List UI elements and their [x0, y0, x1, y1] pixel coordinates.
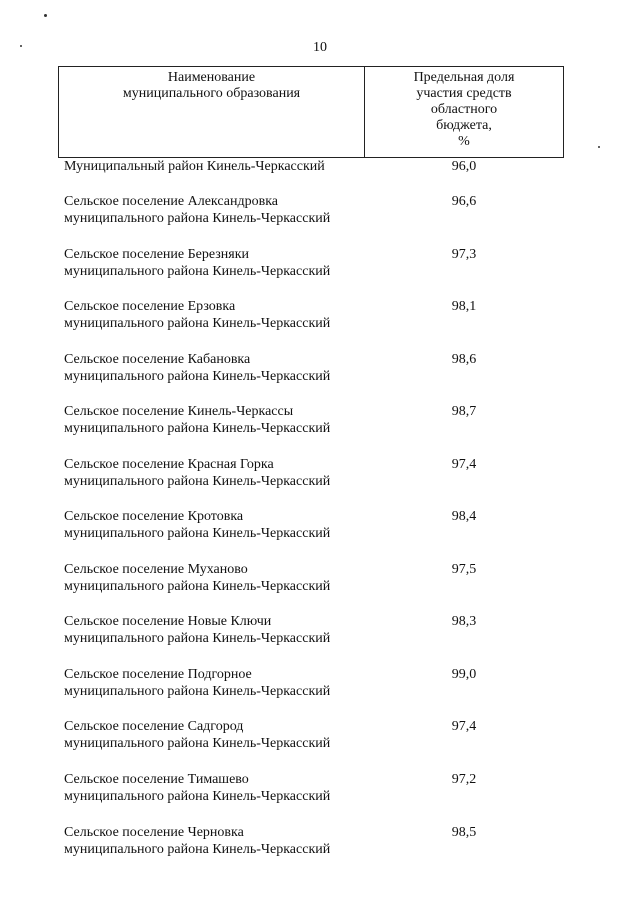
budget-share-value: 99,0	[451, 667, 477, 682]
page-number: 10	[313, 40, 327, 55]
budget-share-value: 97,3	[451, 247, 477, 262]
budget-share-value: 97,4	[451, 457, 477, 472]
scan-speck	[44, 14, 47, 17]
municipality-name: Муниципальный район Кинель-Черкасский	[64, 159, 325, 174]
budget-share-value: 98,6	[451, 352, 477, 367]
municipality-name: Сельское поселение Кинель-Черкассы муниципального района Кинель-Черкасский	[64, 404, 331, 436]
header-column-share	[365, 67, 563, 157]
header-share-line: участия средств	[416, 86, 512, 101]
municipality-name: Сельское поселение Березняки муниципального района Кинель-Черкасский	[64, 247, 331, 279]
header-share-line: Предельная доля	[413, 70, 515, 85]
budget-share-value: 98,3	[451, 614, 477, 629]
scan-speck	[598, 146, 600, 148]
table-header	[58, 66, 564, 158]
municipality-name: Сельское поселение Садгород муниципального района Кинель-Черкасский	[64, 719, 331, 751]
header-column-name	[59, 67, 365, 157]
municipality-name: Сельское поселение Муханово муниципального района Кинель-Черкасский	[64, 562, 331, 594]
budget-share-value: 98,7	[451, 404, 477, 419]
budget-share-value: 97,5	[451, 562, 477, 577]
municipality-name: Сельское поселение Тимашево муниципального района Кинель-Черкасский	[64, 772, 331, 804]
header-share-line: бюджета,	[436, 118, 492, 133]
budget-share-value: 98,4	[451, 509, 477, 524]
municipality-name: Сельское поселение Александровка муниципального района Кинель-Черкасский	[64, 194, 331, 226]
budget-share-value: 97,2	[451, 772, 477, 787]
header-share-line: областного	[430, 102, 498, 117]
municipality-name: Сельское поселение Подгорное муниципального района Кинель-Черкасский	[64, 667, 331, 699]
header-name-line: Наименование	[167, 70, 256, 85]
municipality-name: Сельское поселение Кабановка муниципального района Кинель-Черкасский	[64, 352, 331, 384]
budget-share-value: 96,0	[451, 159, 477, 174]
budget-share-value: 98,1	[451, 299, 477, 314]
budget-share-value: 96,6	[451, 194, 477, 209]
header-share-line: %	[458, 134, 470, 149]
budget-share-value: 97,4	[451, 719, 477, 734]
municipality-name: Сельское поселение Ерзовка муниципального района Кинель-Черкасский	[64, 299, 331, 331]
budget-share-value: 98,5	[451, 825, 477, 840]
municipality-name: Сельское поселение Красная Горка муниципального района Кинель-Черкасский	[64, 457, 331, 489]
municipality-name: Сельское поселение Черновка муниципального района Кинель-Черкасский	[64, 825, 331, 857]
header-name-line: муниципального образования	[122, 86, 301, 101]
municipality-name: Сельское поселение Кротовка муниципального района Кинель-Черкасский	[64, 509, 331, 541]
municipality-name: Сельское поселение Новые Ключи муниципального района Кинель-Черкасский	[64, 614, 331, 646]
